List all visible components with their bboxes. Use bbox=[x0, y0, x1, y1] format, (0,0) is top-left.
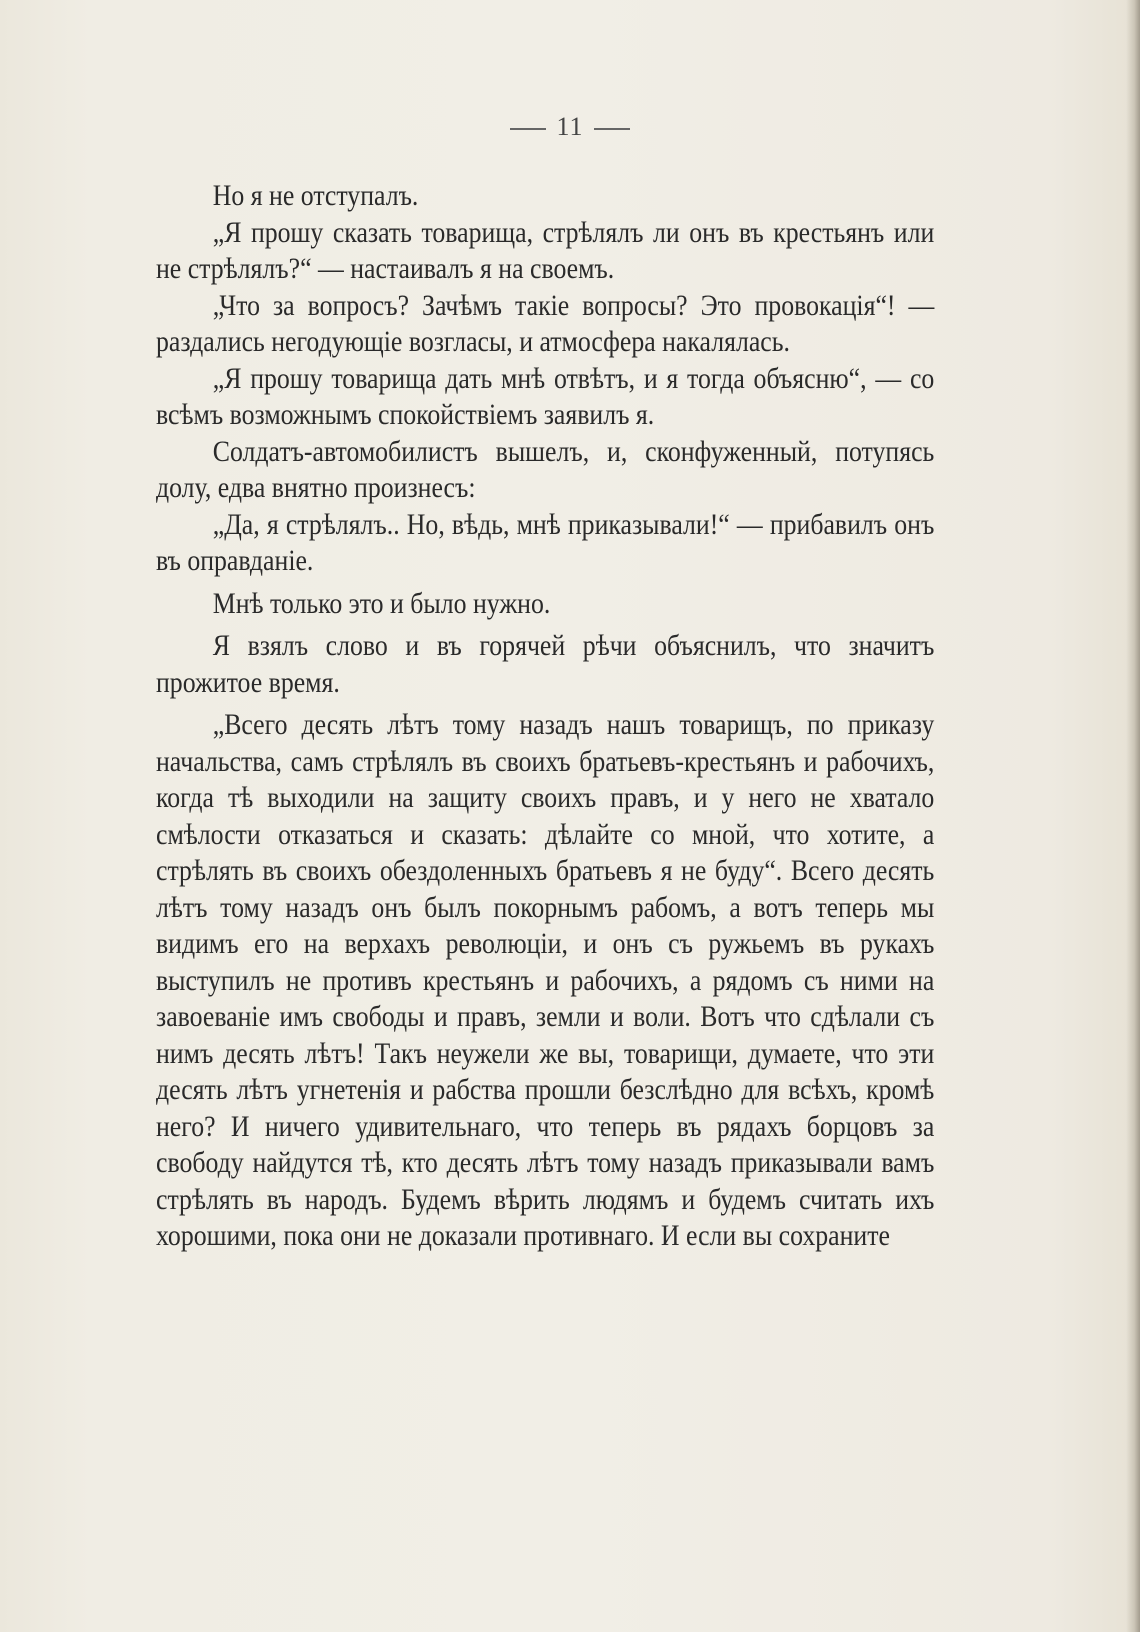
paragraph: „Я прошу товарища дать мнѣ отвѣтъ, и я тогда объясню“, — со всѣмъ возможнымъ спокойствіемъ заявилъ я. bbox=[156, 361, 935, 431]
paragraph: Мнѣ только это и было нужно. bbox=[212, 586, 551, 620]
paragraph: „Всего десять лѣтъ тому назадъ нашъ товарищъ, по приказу начальства, самъ стрѣлялъ въ своихъ братьевъ-крестьянъ и рабочихъ, когда тѣ выходили на защиту своихъ правъ, и у него не хватало смѣлости отказаться и сказать: дѣлайте со мной, что хотите, а стрѣлять въ своихъ обездоленныхъ братьевъ я не буду“. Всего десять лѣтъ тому назадъ онъ былъ покорнымъ рабомъ, а вотъ теперь мы видимъ его на верхахъ революціи, и онъ съ ружьемъ въ рукахъ выступилъ не противъ крестьянъ и рабочихъ, а рядомъ съ ними на завоеваніе имъ свободы и правъ, земли и воли. Вотъ что сдѣлали съ нимъ десять лѣтъ! Такъ неужели же вы, товарищи, думаете, что эти десять лѣтъ угнетенія и рабства прошли безслѣдно для всѣхъ, кромѣ него? И ничего удивительнаго, что теперь въ рядахъ борцовъ за свободу найдутся тѣ, кто десять лѣтъ тому назадъ приказывали вамъ стрѣлять въ народъ. Будемъ вѣрить людямъ и будемъ считать ихъ хорошими, пока они не доказали противнаго. И если вы сохраните bbox=[156, 708, 935, 1252]
paragraph: „Я прошу сказать товарища, стрѣлялъ ли онъ въ крестьянъ или не стрѣлялъ?“ — настаивалъ я на своемъ. bbox=[156, 215, 935, 285]
page-spine-shadow bbox=[1126, 0, 1140, 1632]
paragraph: „Да, я стрѣлялъ.. Но, вѣдь, мнѣ приказывали!“ — прибавилъ онъ въ оправданіе. bbox=[156, 507, 935, 577]
page-header bbox=[0, 112, 1140, 142]
page-body bbox=[156, 178, 934, 1255]
paragraph: Но я не отступалъ. bbox=[212, 179, 419, 212]
paragraph: Я взялъ слово и въ горячей рѣчи объяснилъ, что значитъ прожитое время. bbox=[156, 629, 935, 699]
header-dash-left bbox=[510, 128, 546, 130]
page-number: 11 bbox=[556, 112, 584, 141]
paragraph: „Что за вопросъ? Зачѣмъ такіе вопросы? Это провокація“! — раздались негодующіе возгласы, и атмосфера накалялась. bbox=[156, 288, 935, 358]
paragraph: Солдатъ-автомобилистъ вышелъ, и, сконфуженный, потупясь долу, едва внятно произнесъ: bbox=[156, 434, 935, 504]
header-dash-right bbox=[594, 128, 630, 130]
